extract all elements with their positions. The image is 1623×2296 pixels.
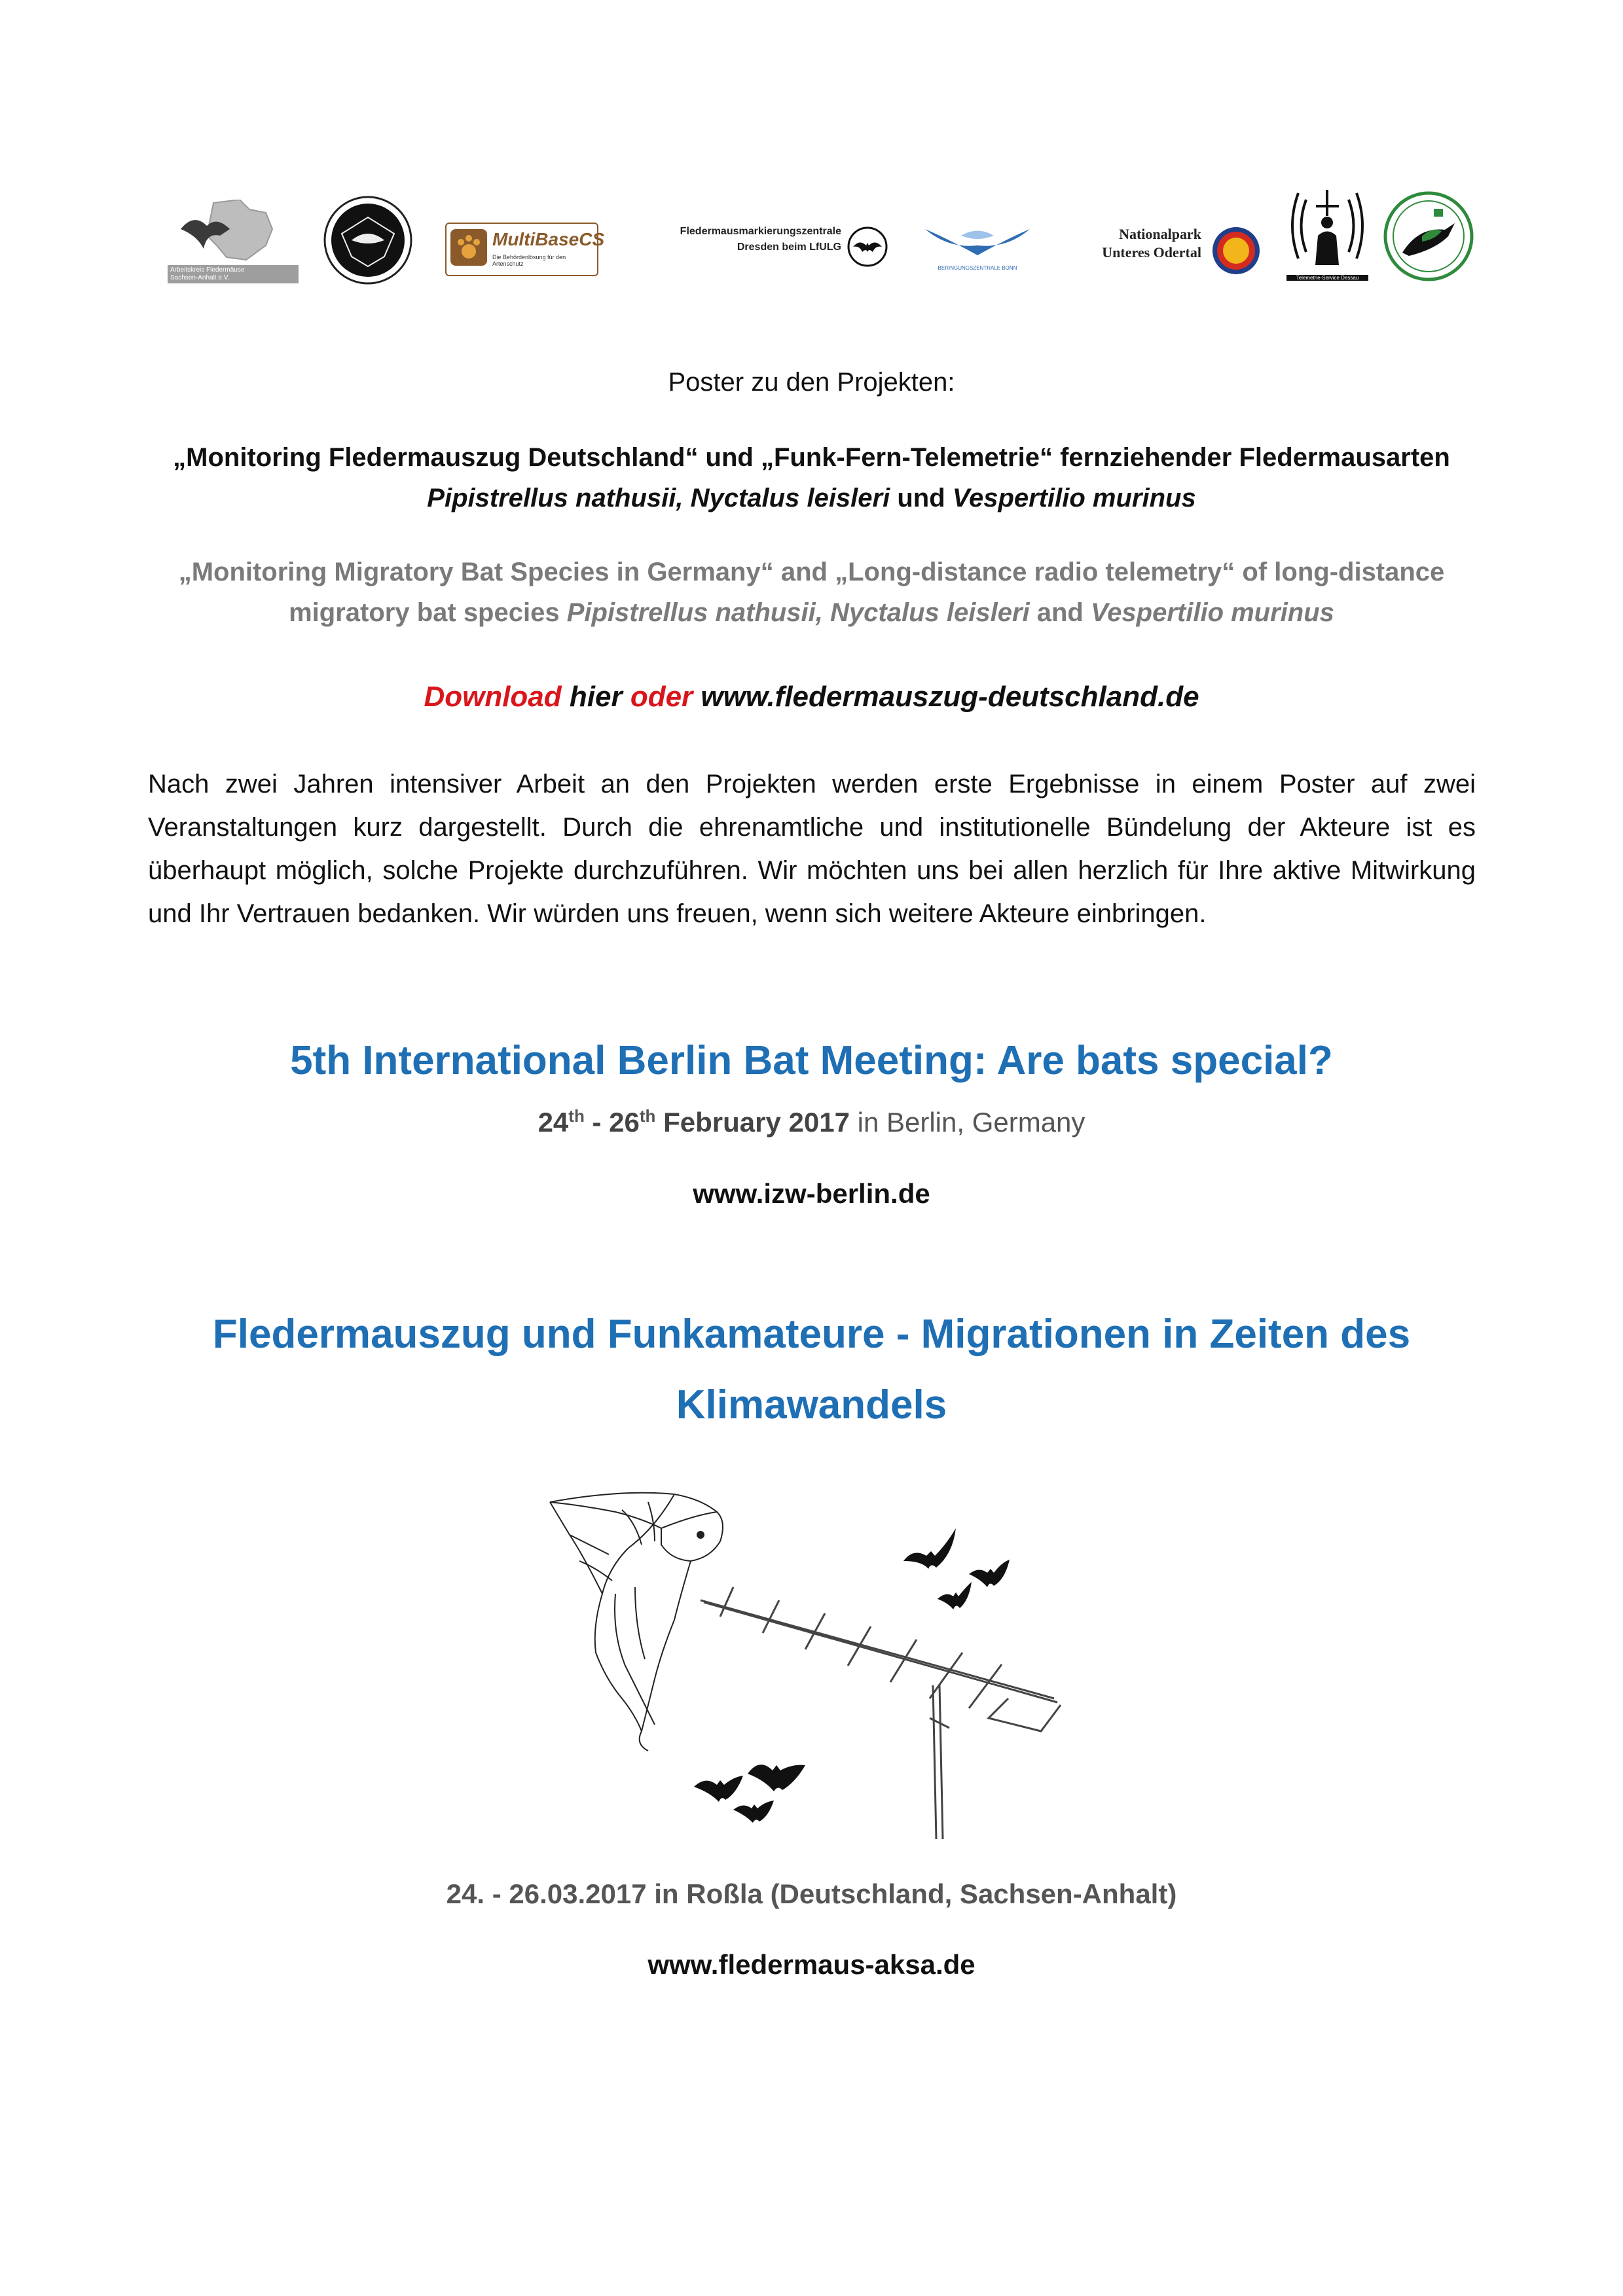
blue-bird-wing-icon — [922, 223, 1033, 262]
large-bat-drawing-icon — [550, 1493, 723, 1751]
download-oder: oder — [630, 681, 693, 713]
telemetrie-logo — [1286, 187, 1368, 285]
partner-logos — [157, 187, 1473, 298]
meeting-date-sup1: th — [568, 1106, 585, 1126]
beringungszentrale-logo — [922, 223, 1033, 275]
project-title-german-line2 — [0, 478, 1623, 518]
arbeitskreis-caption-1: Arbeitskreis Fledermäuse — [170, 266, 245, 274]
intro-line: Poster zu den Projekten: — [668, 368, 955, 397]
project-title-english-line1: „Monitoring Migratory Bat Species in Germany“ and „Long-distance radio telemetry“ of long-distance — [178, 558, 1445, 586]
website-link-aksa[interactable]: www.fledermaus-aksa.de — [647, 1949, 976, 1980]
saxony-anhalt-map-icon — [168, 200, 305, 262]
bat-circle-icon — [847, 226, 888, 268]
markierung-line1: Fledermausmarkierungszentrale — [680, 226, 841, 237]
download-link[interactable]: Download — [424, 681, 562, 713]
telemetrie-caption: Telemetrie-Service Dessau — [1286, 275, 1368, 281]
event2-title-line2: Klimawandels — [676, 1382, 947, 1427]
download-hier: hier — [561, 681, 630, 713]
meeting-date-sep: - 26 — [584, 1107, 640, 1138]
project-title-german-line1: „Monitoring Fledermauszug Deutschland“ und „Funk-Fern-Telemetrie“ fernziehender Fledermausarten — [173, 443, 1450, 472]
bat-emblem-logo — [322, 194, 414, 286]
download-line — [0, 681, 1623, 713]
meeting-location: in Berlin, Germany — [849, 1107, 1085, 1138]
green-bird-emblem-logo — [1383, 190, 1474, 282]
event2-date-location: 24. - 26.03.2017 in Roßla (Deutschland, Sachsen-Anhalt) — [446, 1878, 1177, 1909]
beringung-caption: BERINGUNGSZENTRALE BONN — [938, 265, 1017, 271]
event2-title — [0, 1299, 1623, 1441]
lapwing-bird-icon — [1383, 190, 1474, 282]
body-paragraph: Nach zwei Jahren intensiver Arbeit an den Projekten werden erste Ergebnisse in einem Poster auf zwei Veranstaltungen kurz dargestellt. Durch die ehrenamtliche und institutionelle Bündelung der Akteure ist es überhaupt möglich, solche Projekte durchzuführen. Wir möchten uns bei allen herzlich für Ihre aktive Mitwirkung und Ihr Vertrauen bedanken. Wir würden uns freuen, wenn sich weitere Akteure einbringen. — [148, 770, 1476, 928]
markierung-line2: Dresden beim LfULG — [737, 242, 841, 253]
bat-antenna-illustration — [543, 1482, 1093, 1849]
meeting-date-sup2: th — [639, 1106, 656, 1126]
species-vespertilio: Vespertilio murinus — [952, 484, 1196, 512]
project-title-english-line2 — [0, 592, 1623, 633]
antenna-person-icon — [1286, 187, 1368, 272]
multibase-tagline: Die Behördenlösung für den Artenschutz — [492, 254, 566, 267]
nationalpark-logo — [1064, 226, 1267, 278]
arbeitskreis-logo — [168, 200, 305, 281]
species-list-1: Pipistrellus nathusii, Nyctalus leisleri — [427, 484, 890, 512]
round-bat-emblem-icon — [322, 194, 414, 286]
conjunction-and: and — [1029, 598, 1091, 627]
arbeitskreis-caption-2: Sachsen-Anhalt e.V. — [170, 274, 230, 281]
english-line2-prefix: migratory bat species — [289, 598, 567, 627]
target-emblem-icon — [1211, 226, 1261, 276]
project-title-english — [0, 552, 1623, 633]
multibase-name: MultiBaseCS — [492, 229, 605, 249]
meeting-title: 5th International Berlin Bat Meeting: Are bats special? — [290, 1038, 1333, 1083]
meeting-date-day1: 24 — [538, 1107, 569, 1138]
nationalpark-line2: Unteres Odertal — [1102, 244, 1201, 260]
yagi-antenna-icon — [701, 1587, 1061, 1839]
species-list-en: Pipistrellus nathusii, Nyctalus leisleri — [566, 598, 1030, 627]
conjunction-und: und — [890, 484, 953, 512]
website-link-fledermauszug[interactable]: www.fledermauszug-deutschland.de — [693, 681, 1199, 713]
project-title-german — [0, 437, 1623, 518]
event2-title-line1: Fledermauszug und Funkamateure - Migrationen in Zeiten des — [212, 1312, 1411, 1357]
meeting-date-rest: February 2017 — [655, 1107, 850, 1138]
species-vespertilio-en: Vespertilio murinus — [1090, 598, 1334, 627]
meeting-date — [0, 1106, 1623, 1138]
multibasecs-logo — [445, 223, 605, 276]
nationalpark-line1: Nationalpark — [1119, 226, 1201, 242]
paw-icon — [450, 229, 487, 266]
markierungszentrale-logo — [638, 226, 894, 278]
website-link-izw[interactable]: www.izw-berlin.de — [693, 1178, 930, 1209]
